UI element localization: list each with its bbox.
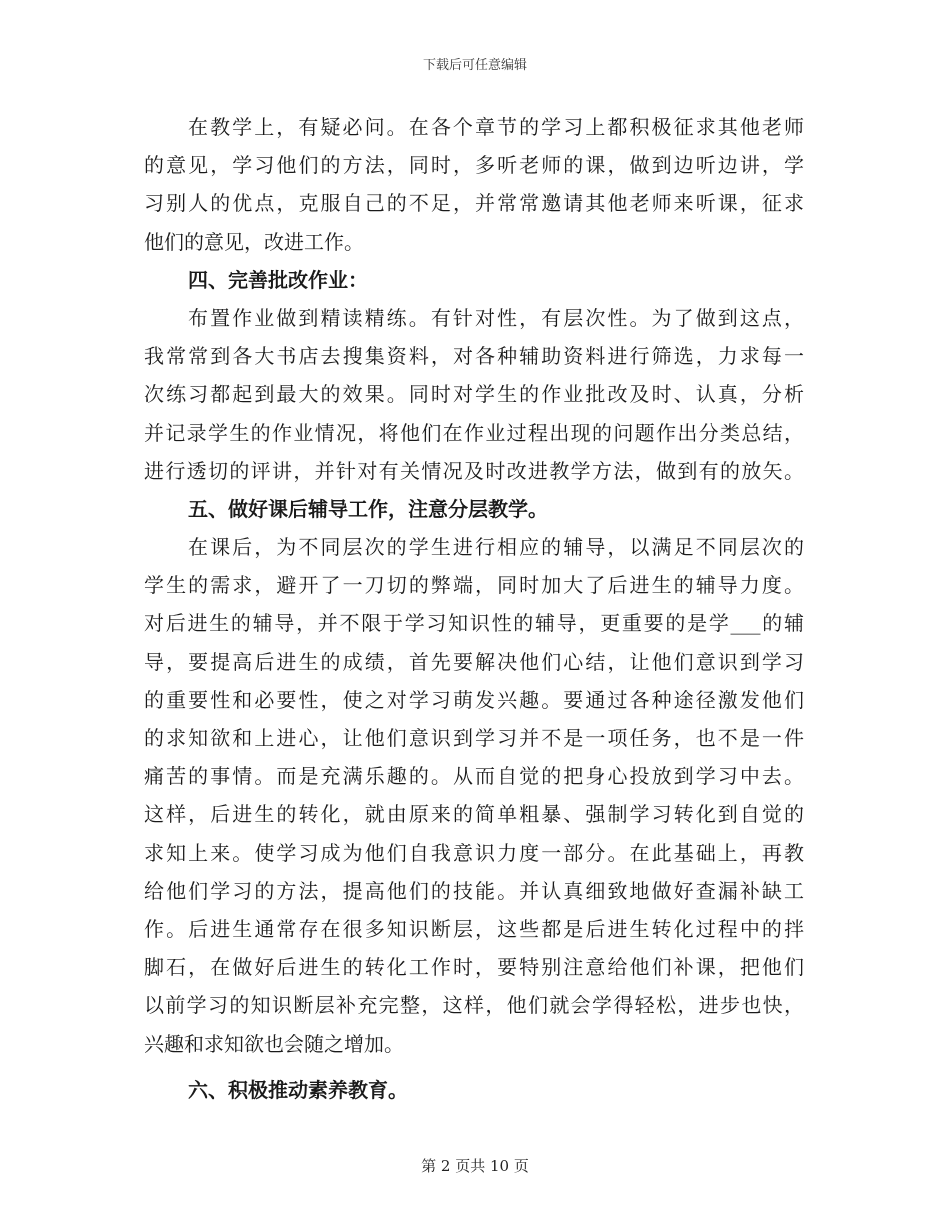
section-heading: 四、完善批改作业： xyxy=(188,267,368,292)
paragraph-line: 在教学上，有疑必问。在各个章节的学习上都积极征求其他老师 xyxy=(188,115,804,139)
paragraph-line: 布置作业做到精读精练。有针对性，有层次性。为了做到这点， xyxy=(188,305,804,330)
page-footer: 第 2 页共 10 页 xyxy=(421,1157,529,1175)
paragraph-line: 在课后，为不同层次的学生进行相应的辅导，以满足不同层次的 xyxy=(188,535,804,560)
paragraph-line: 兴趣和求知欲也会随之增加。 xyxy=(144,1031,404,1056)
paragraph-line: 以前学习的知识断层补充完整，这样，他们就会学得轻松，进步也快， xyxy=(144,993,804,1018)
paragraph-line: 学生的需求，避开了一刀切的弊端，同时加大了后进生的辅导力度。 xyxy=(144,573,804,598)
paragraph-line: 的求知欲和上进心，让他们意识到学习并不是一项任务，也不是一件 xyxy=(144,726,804,750)
page-header: 下载后可任意编辑 xyxy=(422,58,527,73)
paragraph-line: 对后进生的辅导，并不限于学习知识性的辅导，更重要的是学___的辅 xyxy=(144,611,804,636)
section-heading: 五、做好课后辅导工作，注意分层教学。 xyxy=(188,496,548,521)
paragraph-line: 他们的意见，改进工作。 xyxy=(144,229,364,254)
paragraph-line: 导，要提高后进生的成绩，首先要解决他们心结，让他们意识到学习 xyxy=(144,649,804,674)
paragraph-line: 作。后进生通常存在很多知识断层，这些都是后进生转化过程中的拌 xyxy=(144,916,804,941)
paragraph-line: 痛苦的事情。而是充满乐趣的。从而自觉的把身心投放到学习中去。 xyxy=(144,764,804,789)
paragraph-line: 脚石，在做好后进生的转化工作时，要特别注意给他们补课，把他们 xyxy=(144,955,804,980)
document-body xyxy=(144,108,804,1109)
paragraph-line: 并记录学生的作业情况，将他们在作业过程出现的问题作出分类总结， xyxy=(144,420,804,445)
paragraph-line: 的重要性和必要性，使之对学习萌发兴趣。要通过各种途径激发他们 xyxy=(144,687,804,712)
paragraph-line: 的意见，学习他们的方法，同时，多听老师的课，做到边听边讲，学 xyxy=(144,153,804,178)
paragraph-line: 求知上来。使学习成为他们自我意识力度一部分。在此基础上，再教 xyxy=(144,840,804,865)
paragraph-line: 习别人的优点，克服自己的不足，并常常邀请其他老师来听课，征求 xyxy=(144,191,804,216)
paragraph-line: 进行透切的评讲，并针对有关情况及时改进教学方法，做到有的放矢。 xyxy=(144,458,804,483)
paragraph-line: 次练习都起到最大的效果。同时对学生的作业批改及时、认真，分析 xyxy=(144,382,804,407)
section-heading: 六、积极推动素养教育。 xyxy=(188,1077,408,1102)
paragraph-line: 我常常到各大书店去搜集资料，对各种辅助资料进行筛选，力求每一 xyxy=(144,344,804,369)
paragraph-line: 给他们学习的方法，提高他们的技能。并认真细致地做好查漏补缺工 xyxy=(144,878,804,903)
paragraph-line: 这样，后进生的转化，就由原来的简单粗暴、强制学习转化到自觉的 xyxy=(144,802,804,827)
